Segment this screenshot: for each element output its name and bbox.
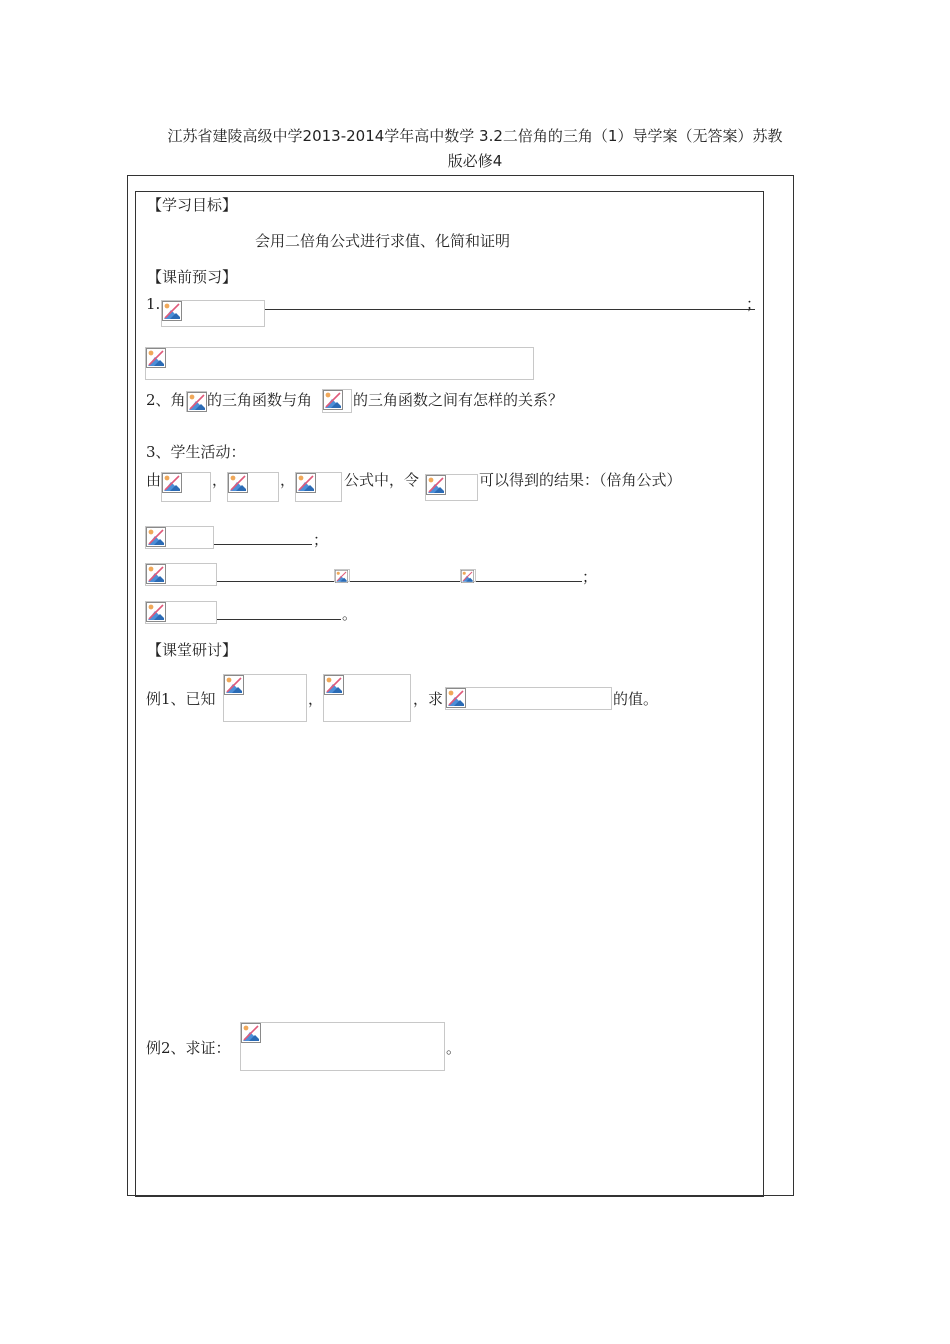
- broken-image-icon: [162, 301, 182, 321]
- broken-image-icon: [426, 475, 446, 495]
- broken-image-icon: [146, 602, 166, 622]
- item2-text-a: 2、角: [146, 391, 186, 409]
- answer-underline: [214, 544, 312, 545]
- broken-image-icon: [187, 392, 207, 412]
- formula-image: [223, 674, 307, 722]
- preview-heading: 【课前预习】: [147, 268, 238, 286]
- item1-semicolon: ；: [746, 295, 762, 313]
- broken-image-icon: [241, 1023, 261, 1043]
- broken-image-icon: [146, 564, 166, 584]
- broken-image-icon: [224, 675, 244, 695]
- answer-underline: [217, 581, 334, 582]
- formula-image: [145, 347, 534, 380]
- example2-text-a: 例2、求证：: [146, 1039, 231, 1057]
- formula-image: [161, 300, 265, 327]
- broken-image-icon: [296, 473, 316, 493]
- item3-heading: 3、学生活动：: [146, 443, 246, 461]
- formula-image: [322, 389, 352, 413]
- comma: ，: [280, 471, 296, 489]
- semicolon: ；: [313, 531, 329, 549]
- period: 。: [342, 605, 358, 623]
- formula-image: [186, 391, 207, 412]
- formula-image: [295, 472, 342, 502]
- example1-text-end: 的值。: [613, 690, 659, 708]
- objectives-text: 会用二倍角公式进行求值、化简和证明: [255, 232, 511, 250]
- item3-text-you: 由: [146, 471, 162, 489]
- comma: ，: [212, 471, 228, 489]
- formula-image: [227, 472, 279, 502]
- broken-image-icon: [162, 473, 182, 493]
- formula-image: [334, 569, 350, 582]
- broken-image-icon: [324, 675, 344, 695]
- broken-image-icon: [228, 473, 248, 493]
- answer-underline: [476, 581, 582, 582]
- objectives-heading: 【学习目标】: [147, 196, 238, 214]
- item3-text-result: 可以得到的结果：（倍角公式）: [479, 471, 682, 489]
- example2-text-end: 。: [446, 1039, 462, 1057]
- formula-image: [460, 569, 476, 582]
- document-title: [130, 124, 820, 174]
- answer-underline: [350, 581, 460, 582]
- example1-text-qiu: ，求: [413, 690, 444, 708]
- broken-image-icon: [146, 527, 166, 547]
- example1-text-a: 例1、已知: [146, 690, 216, 708]
- formula-image: [161, 472, 211, 502]
- broken-image-icon: [335, 570, 348, 583]
- title-line-1: 江苏省建陵高级中学2013-2014学年高中数学 3.2二倍角的三角（1）导学案（无答案）苏教: [167, 127, 783, 145]
- broken-image-icon: [146, 348, 166, 368]
- comma: ，: [308, 690, 324, 708]
- discussion-heading: 【课堂研讨】: [147, 641, 238, 659]
- answer-underline: [265, 309, 755, 310]
- broken-image-icon: [461, 570, 474, 583]
- broken-image-icon: [446, 688, 466, 708]
- semicolon: ；: [582, 568, 598, 586]
- broken-image-icon: [323, 390, 343, 410]
- answer-underline: [217, 619, 341, 620]
- item1-label: 1.: [146, 295, 161, 313]
- formula-image: [145, 601, 217, 624]
- formula-image: [323, 674, 411, 722]
- formula-image: [445, 687, 612, 710]
- item2-text-c: 的三角函数之间有怎样的关系？: [353, 391, 564, 409]
- formula-image: [240, 1022, 445, 1071]
- item3-text-formula: 公式中，令: [344, 471, 420, 489]
- item2-text-b: 的三角函数与角: [207, 391, 313, 409]
- formula-image: [145, 526, 214, 549]
- formula-image: [145, 563, 217, 586]
- formula-image: [425, 474, 478, 501]
- title-line-2: 版必修4: [447, 152, 503, 170]
